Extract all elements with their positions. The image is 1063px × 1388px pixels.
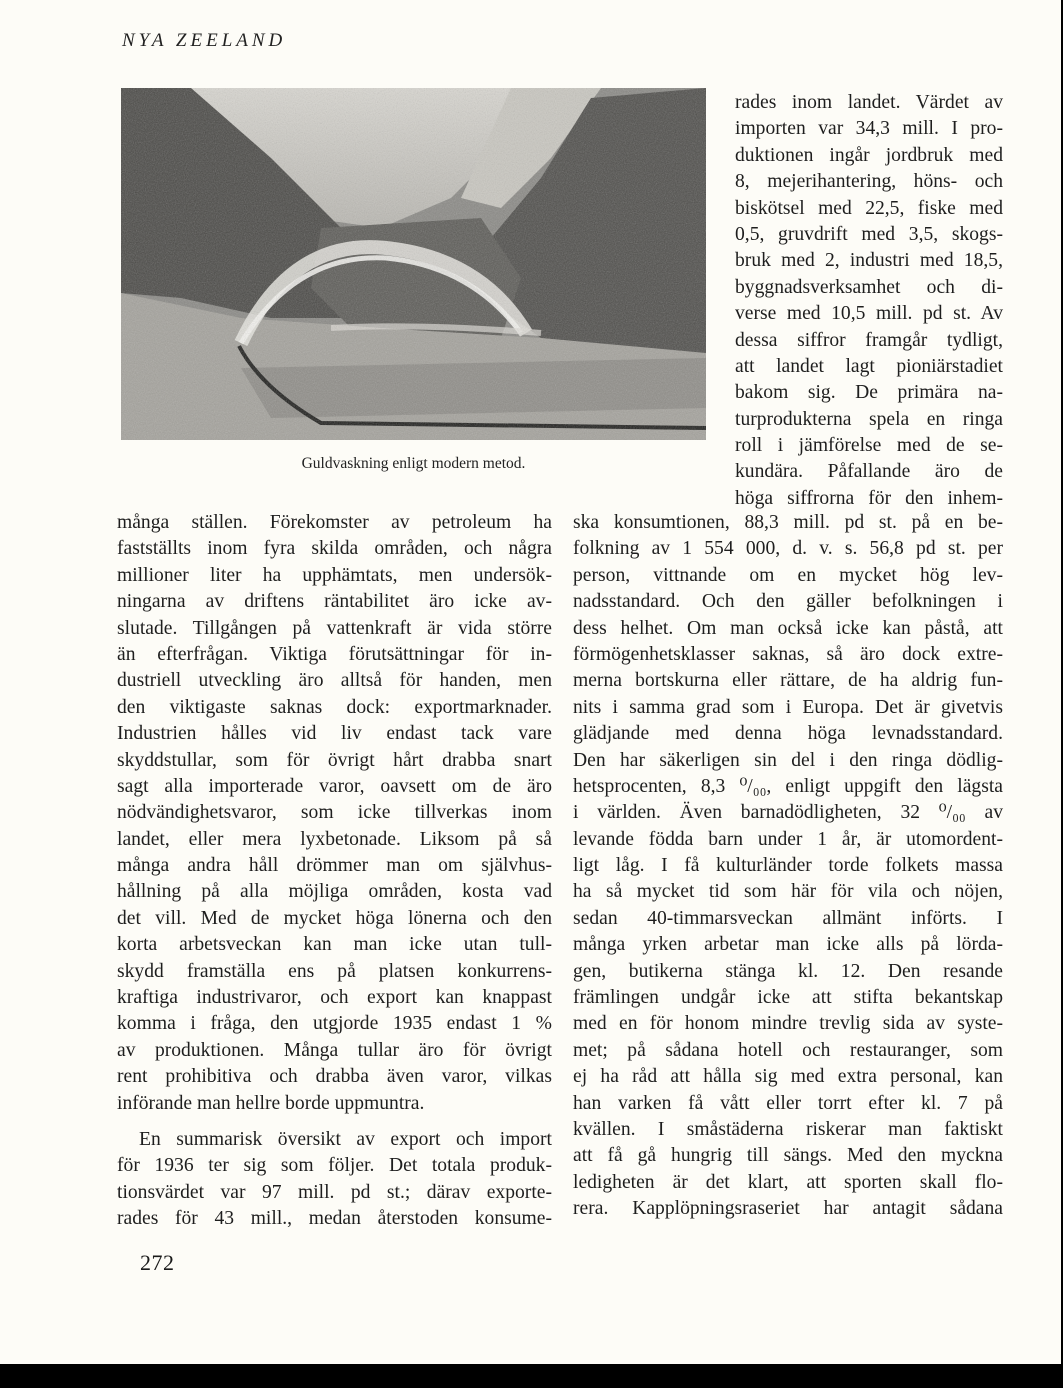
text-line: met; på sådana hotell och restauranger, som (573, 1039, 1003, 1061)
text-line: skyddstullar, som för övrigt hårt drabba snart (117, 749, 552, 771)
text-line: 8, mejerihantering, höns- och (735, 171, 1003, 193)
text-line: ligt låg. I få kulturländer torde folkets massa (573, 855, 1003, 877)
text-line: hetsprocenten, 8,3 ⁰/₀₀, enligt uppgift den lägsta (573, 775, 1003, 797)
text-line: bakom sig. De primära na- (735, 382, 1003, 404)
text-line: verse med 10,5 mill. pd st. Av (735, 303, 1003, 325)
text-line: ningarna av driftens räntabilitet äro icke av- (117, 591, 552, 613)
text-line: rera. Kapplöpningsraseriet har antagit sådana (573, 1198, 1003, 1220)
text-line: folkning av 1 554 000, d. v. s. 56,8 pd st. per (573, 538, 1003, 560)
text-line: person, vittnande om en mycket hög lev- (573, 564, 1003, 586)
text-line: hållning på alla möjliga områden, kosta vad (117, 881, 552, 903)
text-line: byggnadsverksamhet och di- (735, 276, 1003, 298)
text-line: En summarisk översikt av export och import (139, 1128, 552, 1150)
text-line: millioner liter ha upphämtats, men undersök- (117, 564, 552, 586)
right-column-top (735, 90, 1003, 512)
text-line: än efterfrågan. Viktiga förutsättningar för in- (117, 643, 552, 665)
running-head: NYA ZEELAND (122, 30, 287, 51)
page-number: 272 (140, 1250, 175, 1275)
text-line: gen, butikerna stänga kl. 12. Den resande (573, 960, 1003, 982)
text-line: höga siffrorna för den inhem- (735, 487, 1003, 509)
text-line: bruk med 2, industri med 18,5, (735, 250, 1003, 272)
text-line: med en för honom mindre trevlig sida av syste- (573, 1013, 1003, 1035)
text-line: rades för 43 mill., medan återstoden konsume- (117, 1208, 552, 1230)
text-line: nits i samma grad som i Europa. Det är givetvis (573, 696, 1003, 718)
gold-sluicing-photo (121, 88, 706, 440)
text-line: importen var 34,3 mill. I pro- (735, 118, 1003, 140)
text-line: många ställen. Förekomster av petroleum ha (117, 512, 552, 533)
text-line: Industrien hålles vid liv endast tack vare (117, 723, 552, 745)
text-line: rent prohibitiva och drabba även varor, vilkas (117, 1066, 552, 1088)
text-line: duktionen ingår jordbruk med (735, 144, 1003, 166)
text-line: den viktigaste saknas dock: exportmarknader. (117, 696, 552, 718)
text-line: många yrken arbetar man icke alls på lörda- (573, 934, 1003, 956)
paragraph-1 (117, 510, 552, 1117)
text-line: sagt alla importerade varor, oavsett om de äro (117, 775, 552, 797)
text-line: rades inom landet. Värdet av (735, 92, 1003, 113)
text-line: många andra håll drömmer man om självhus- (117, 855, 552, 877)
text-line: nadsstandard. Och den gäller befolkningen i (573, 591, 1003, 613)
text-line: ej ha råd att hålla sig med extra personal, kan (573, 1066, 1003, 1088)
text-line: Den har säkerligen sin del i den ringa dödlig- (573, 749, 1003, 771)
text-line: i världen. Även barnadödligheten, 32 ⁰/₀₀ av (573, 802, 1003, 824)
text-line: införande man hellre borde uppmuntra. (117, 1092, 425, 1114)
text-line: ha så mycket tid som här för vila och nöjen, (573, 881, 1003, 903)
text-line: landet, eller mera lyxbetonade. Liksom på så (117, 828, 552, 850)
text-line: det vill. Med de mycket höga lönerna och den (117, 907, 552, 929)
right-column (573, 510, 1003, 1223)
text-line: levande födda barn under 1 år, är utomordent- (573, 828, 1003, 850)
text-line: främlingen undgår icke att stifta bekantskap (573, 987, 1003, 1009)
text-line: att få gå hungrig till sängs. Med den myckna (573, 1145, 1003, 1167)
text-line: för 1936 ter sig som följer. Det totala produk- (117, 1155, 552, 1177)
text-line: korta arbetsveckan kan man icke utan tull- (117, 934, 552, 956)
photo-illustration (121, 88, 706, 440)
text-line: han varken få vått eller torrt efter kl. 7 på (573, 1092, 1003, 1114)
text-line: roll i jämförelse med de se- (735, 435, 1003, 457)
left-column (117, 510, 552, 1233)
text-line: merna bortskurna eller rättare, de ha aldrig fun- (573, 670, 1003, 692)
text-line: ska konsumtionen, 88,3 mill. pd st. på en be- (573, 512, 1003, 533)
text-line: sedan 40-timmarsveckan allmänt införts. I (573, 907, 1003, 929)
text-line: komma i fråga, den utgjorde 1935 endast 1 % (117, 1013, 552, 1035)
text-line: skydd framställa ens på platsen konkurrens- (117, 960, 552, 982)
text-line: tionsvärdet var 97 mill. pd st.; därav exporte- (117, 1181, 552, 1203)
text-line: 0,5, gruvdrift med 3,5, skogs- (735, 223, 1003, 245)
photo-caption: Guldvaskning enligt modern metod. (301, 455, 526, 472)
text-line: fastställts inom fyra skilda områden, och några (117, 538, 552, 560)
text-line: kundära. Påfallande äro de (735, 461, 1003, 483)
text-line: ledigheten är det klart, att sporten skall flo- (573, 1171, 1003, 1193)
text-line: turprodukterna spela en ringa (735, 408, 1003, 430)
text-line: kvällen. I småstäderna riskerar man faktiskt (573, 1118, 1003, 1140)
text-line: kraftiga industrivaror, och export kan knappast (117, 987, 552, 1009)
text-line: dess helhet. Om man också icke kan påstå, att (573, 617, 1003, 639)
text-line: nödvändighetsvaror, som icke tillverkas inom (117, 802, 552, 824)
text-line: av produktionen. Många tullar äro för övrigt (117, 1039, 552, 1061)
text-line: att landet lagt pioniärstadiet (735, 355, 1003, 377)
paragraph-2 (117, 1127, 552, 1233)
text-line: dustriell utveckling äro alltså för handen, men (117, 670, 552, 692)
text-line: glädjande med denna höga levnadsstandard. (573, 723, 1003, 745)
text-line: förmögenhetsklasser saknas, så äro dock extre- (573, 643, 1003, 665)
paragraph-gap (117, 1117, 552, 1127)
text-line: biskötsel med 22,5, fiske med (735, 197, 1003, 219)
text-line: dessa siffror framgår tydligt, (735, 329, 1003, 351)
text-line: slutade. Tillgången på vattenkraft är vida större (117, 617, 552, 639)
